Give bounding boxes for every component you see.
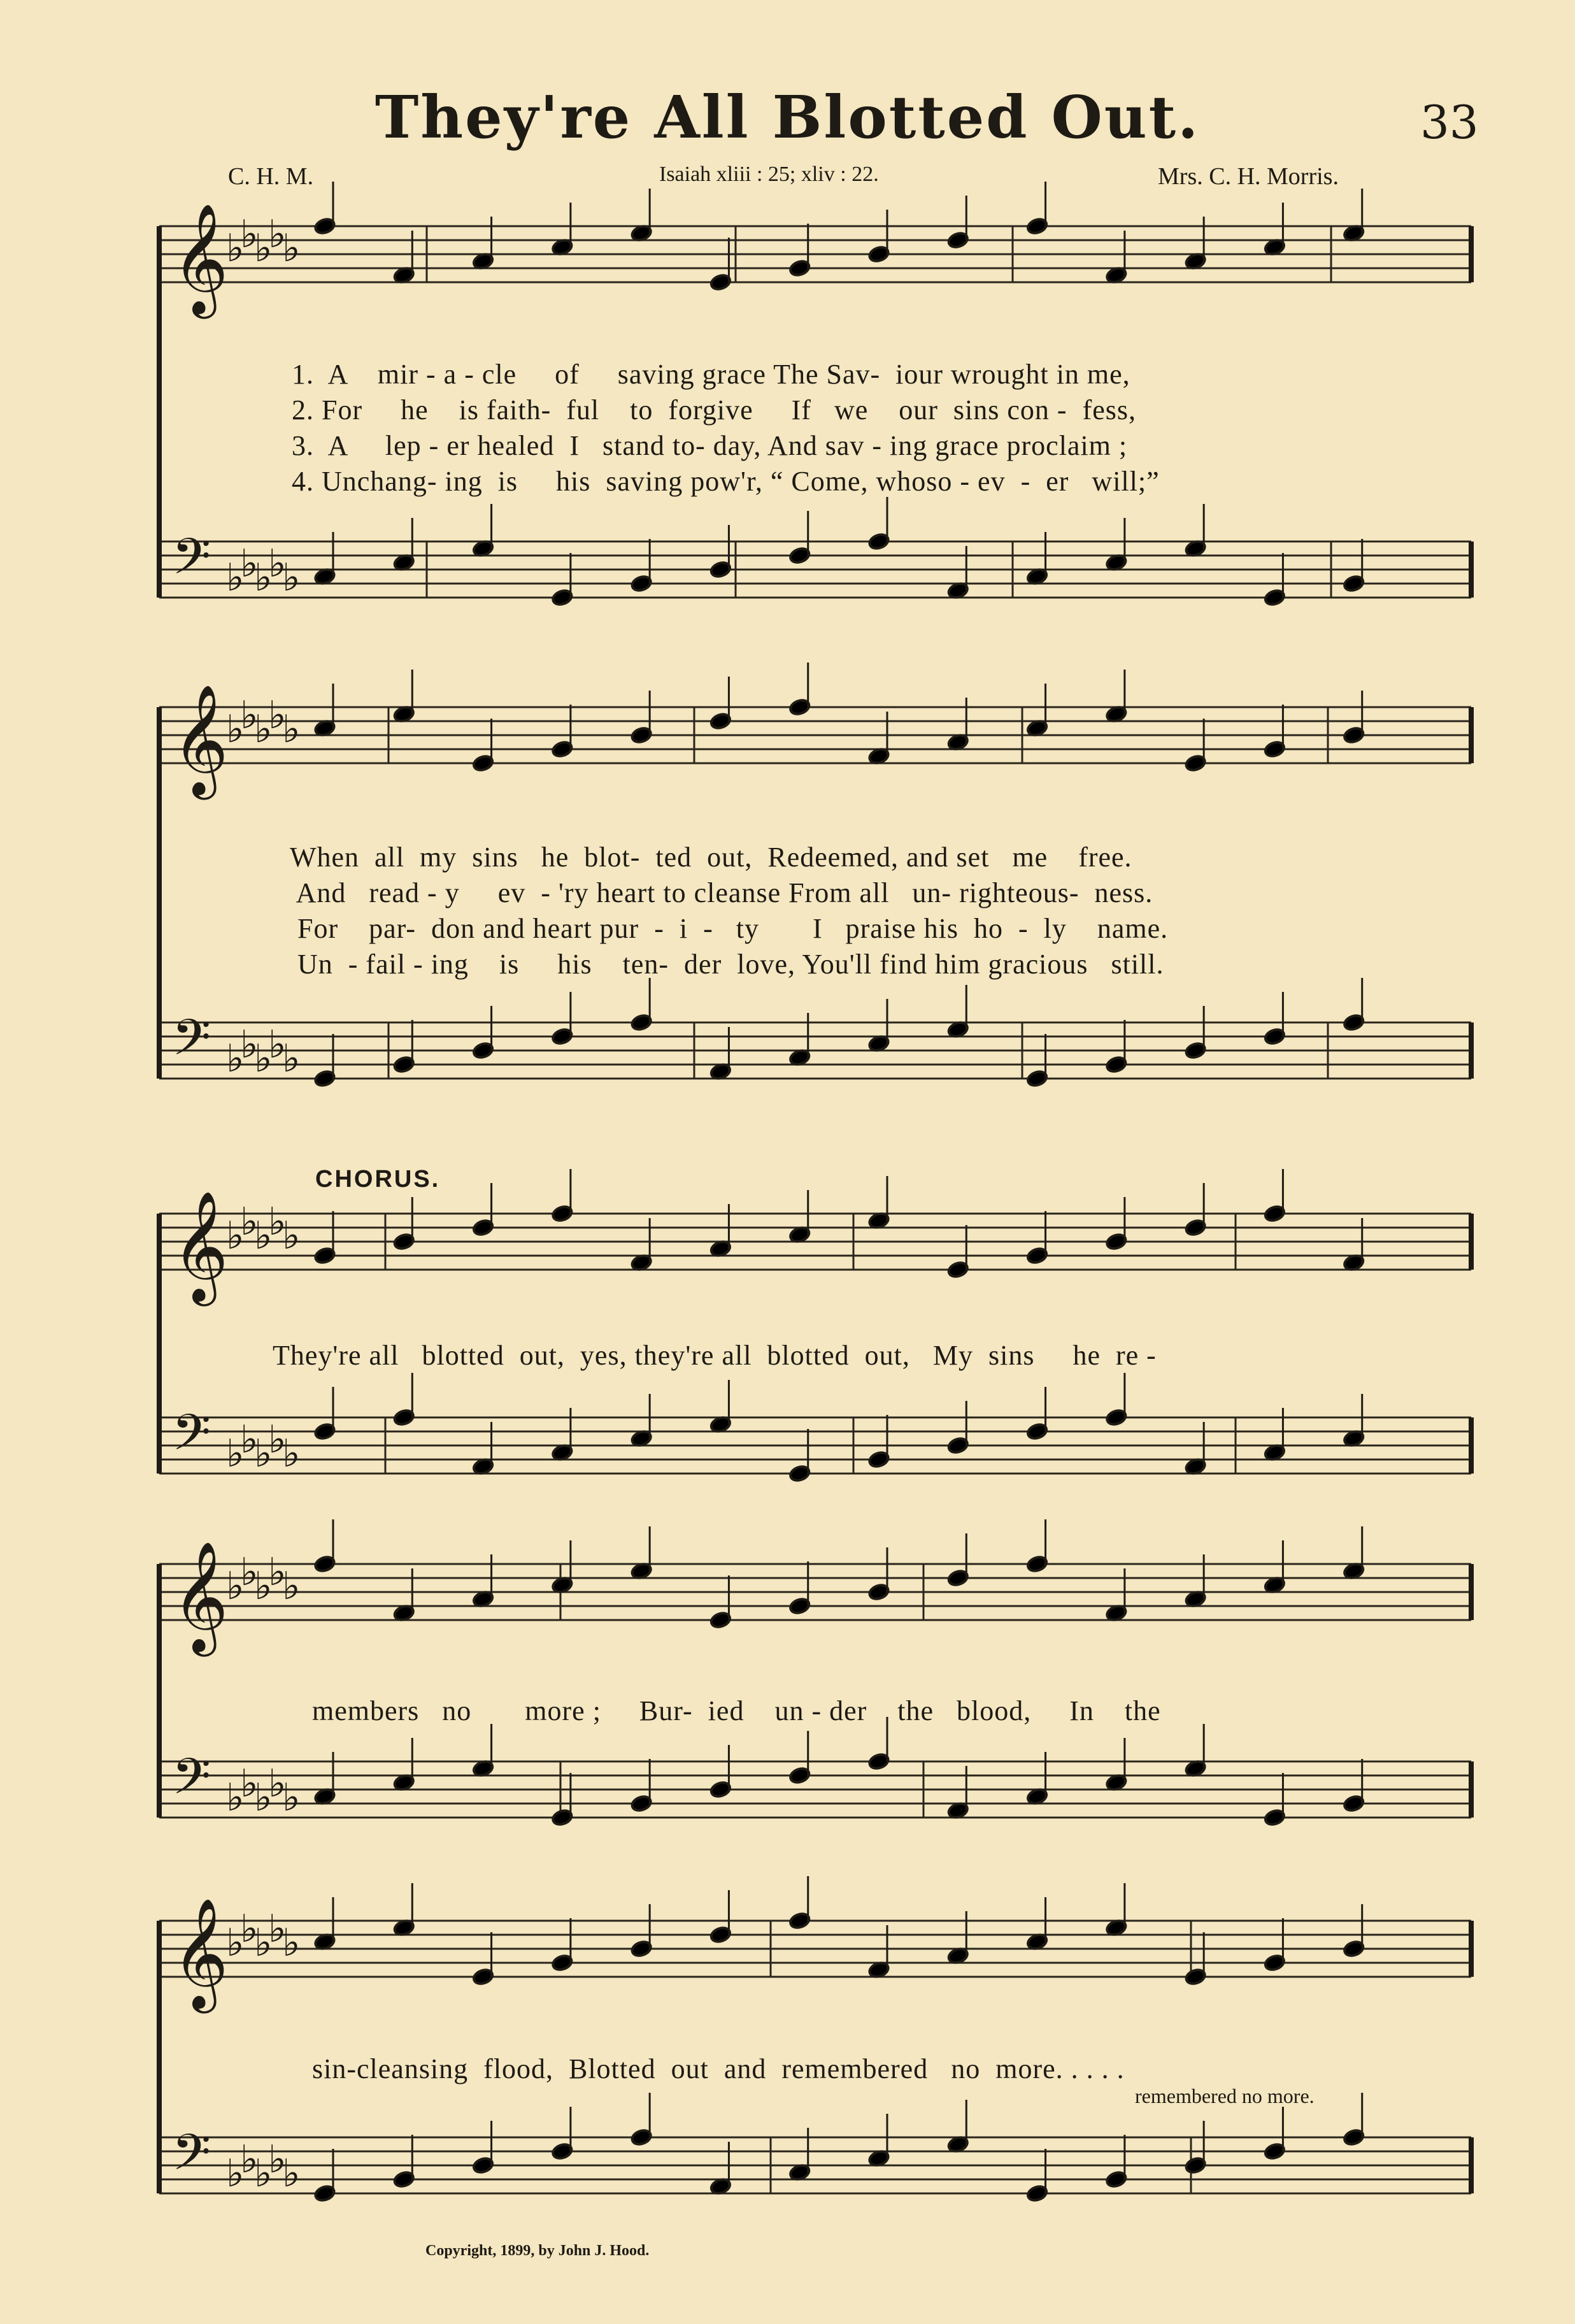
bass-clef-icon: 𝄢 bbox=[172, 2124, 211, 2194]
flat-icon: ♭ bbox=[240, 1200, 259, 1244]
verse-lyric-4a: 4. Unchang- ing is his saving pow'r, “ Come, whoso - ev - er will;” bbox=[292, 466, 1160, 497]
flat-icon: ♭ bbox=[254, 1921, 273, 1965]
flat-icon: ♭ bbox=[226, 1775, 245, 1820]
flat-icon: ♭ bbox=[240, 1761, 259, 1806]
verse-lyric-3b: For par- don and heart pur - i - ty I praise his ho - ly name. bbox=[290, 913, 1169, 944]
verse-lyric-2a: 2. For he is faith- ful to forgive If we our sins con - fess, bbox=[292, 394, 1136, 426]
flat-icon: ♭ bbox=[226, 2151, 245, 2196]
treble-clef-icon: 𝄞 bbox=[172, 203, 229, 314]
bass-clef-icon: 𝄢 bbox=[172, 1748, 211, 1818]
flat-icon: ♭ bbox=[240, 542, 259, 586]
bass-clef-icon: 𝄢 bbox=[172, 1009, 211, 1079]
flat-icon: ♭ bbox=[226, 707, 245, 752]
meter-label: C. H. M. bbox=[228, 163, 314, 190]
flat-icon: ♭ bbox=[254, 556, 273, 600]
flat-icon: ♭ bbox=[254, 1564, 273, 1609]
flat-icon: ♭ bbox=[240, 1417, 259, 1462]
flat-icon: ♭ bbox=[268, 1907, 287, 1951]
bass-clef-icon: 𝄢 bbox=[172, 528, 211, 598]
chorus-lyric-1: They're all blotted out, yes, they're all blotted out, My sins he re - bbox=[273, 1340, 1157, 1371]
treble-clef-icon: 𝄞 bbox=[172, 684, 229, 795]
chorus-label: CHORUS. bbox=[315, 1166, 441, 1193]
flat-icon: ♭ bbox=[282, 1564, 301, 1609]
flat-icon: ♭ bbox=[282, 1921, 301, 1965]
flat-icon: ♭ bbox=[240, 1022, 259, 1067]
flat-icon: ♭ bbox=[226, 1036, 245, 1081]
flat-icon: ♭ bbox=[226, 556, 245, 600]
scripture-reference: Isaiah xliii : 25; xliv : 22. bbox=[659, 162, 879, 186]
flat-icon: ♭ bbox=[254, 2151, 273, 2196]
verse-lyric-2b: And read - y ev - 'ry heart to cleanse From all un- righteous- ness. bbox=[290, 877, 1153, 908]
flat-icon: ♭ bbox=[254, 1431, 273, 1476]
flat-icon: ♭ bbox=[254, 1775, 273, 1820]
flat-icon: ♭ bbox=[226, 1921, 245, 1965]
copyright-notice: Copyright, 1899, by John J. Hood. bbox=[425, 2242, 650, 2259]
flat-icon: ♭ bbox=[268, 1022, 287, 1067]
flat-icon: ♭ bbox=[254, 226, 273, 271]
flat-icon: ♭ bbox=[282, 556, 301, 600]
flat-icon: ♭ bbox=[268, 693, 287, 738]
chorus-lyric-3: sin-cleansing flood, Blotted out and remembered no more. . . . . bbox=[312, 2053, 1125, 2084]
flat-icon: ♭ bbox=[268, 1200, 287, 1244]
chorus-echo-text: remembered no more. bbox=[1135, 2084, 1315, 2107]
flat-icon: ♭ bbox=[226, 1564, 245, 1609]
verse-lyric-4b: Un - fail - ing is his ten- der love, You'll find him gracious still. bbox=[290, 949, 1164, 980]
flat-icon: ♭ bbox=[240, 2137, 259, 2182]
treble-clef-icon: 𝄞 bbox=[172, 1541, 229, 1652]
flat-icon: ♭ bbox=[282, 2151, 301, 2196]
flat-icon: ♭ bbox=[226, 226, 245, 271]
flat-icon: ♭ bbox=[240, 1550, 259, 1595]
author-credit: Mrs. C. H. Morris. bbox=[1158, 163, 1339, 190]
verse-lyric-1a: 1. A mir - a - cle of saving grace The Sav- iour wrought in me, bbox=[292, 359, 1130, 390]
flat-icon: ♭ bbox=[240, 212, 259, 257]
verse-lyric-3a: 3. A lep - er healed I stand to- day, And sav - ing grace proclaim ; bbox=[292, 430, 1128, 461]
flat-icon: ♭ bbox=[268, 1417, 287, 1462]
flat-icon: ♭ bbox=[268, 212, 287, 257]
flat-icon: ♭ bbox=[282, 1431, 301, 1476]
flat-icon: ♭ bbox=[282, 1036, 301, 1081]
flat-icon: ♭ bbox=[282, 1214, 301, 1258]
flat-icon: ♭ bbox=[240, 1907, 259, 1951]
treble-clef-icon: 𝄞 bbox=[172, 1898, 229, 2009]
flat-icon: ♭ bbox=[282, 1775, 301, 1820]
flat-icon: ♭ bbox=[268, 1550, 287, 1595]
flat-icon: ♭ bbox=[268, 2137, 287, 2182]
flat-icon: ♭ bbox=[268, 1761, 287, 1806]
flat-icon: ♭ bbox=[268, 542, 287, 586]
verse-lyric-1b: When all my sins he blot- ted out, Redeemed, and set me free. bbox=[290, 842, 1132, 873]
flat-icon: ♭ bbox=[254, 1214, 273, 1258]
chorus-lyric-2: members no more ; Bur- ied un - der the blood, In the bbox=[312, 1695, 1161, 1726]
flat-icon: ♭ bbox=[254, 1036, 273, 1081]
flat-icon: ♭ bbox=[226, 1214, 245, 1258]
hymn-title: They're All Blotted Out. bbox=[374, 83, 1201, 152]
treble-clef-icon: 𝄞 bbox=[172, 1191, 229, 1302]
flat-icon: ♭ bbox=[226, 1431, 245, 1476]
page-number: 33 bbox=[1420, 96, 1479, 149]
bass-clef-icon: 𝄢 bbox=[172, 1404, 211, 1474]
flat-icon: ♭ bbox=[254, 707, 273, 752]
flat-icon: ♭ bbox=[282, 226, 301, 271]
flat-icon: ♭ bbox=[282, 707, 301, 752]
flat-icon: ♭ bbox=[240, 693, 259, 738]
